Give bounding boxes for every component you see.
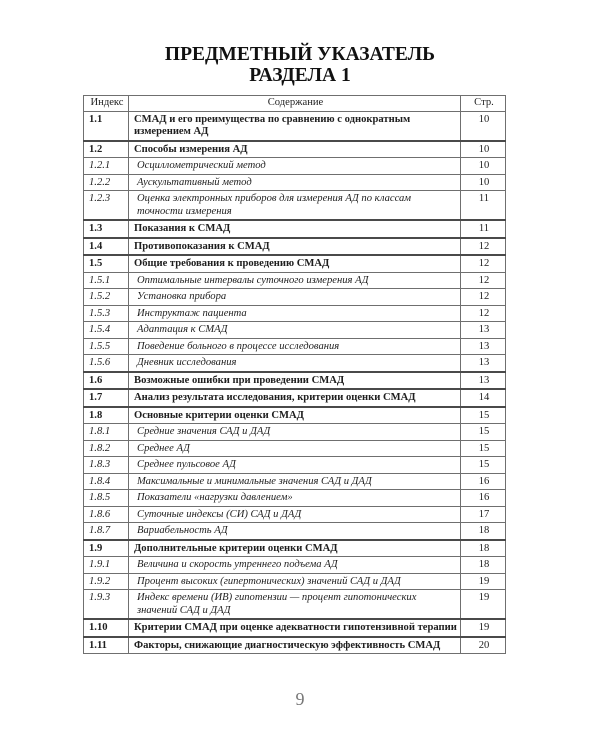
row-page: 15 [461, 407, 506, 424]
row-page: 15 [461, 457, 506, 474]
row-page: 12 [461, 289, 506, 306]
table-row [84, 457, 506, 474]
row-page: 13 [461, 322, 506, 339]
row-page: 10 [461, 158, 506, 175]
row-index: 1.5.3 [84, 305, 129, 322]
table-row [84, 506, 506, 523]
row-index: 1.2 [84, 141, 129, 158]
table-row [84, 289, 506, 306]
row-index: 1.10 [84, 619, 129, 637]
table-row [84, 573, 506, 590]
row-content: Аускультативный метод [129, 174, 461, 191]
row-page: 17 [461, 506, 506, 523]
row-index: 1.3 [84, 220, 129, 238]
row-index: 1.5.1 [84, 272, 129, 289]
table-row [84, 372, 506, 390]
row-page: 13 [461, 355, 506, 372]
row-content: Возможные ошибки при проведении СМАД [129, 372, 461, 390]
row-page: 10 [461, 141, 506, 158]
row-content: Основные критерии оценки СМАД [129, 407, 461, 424]
row-page: 16 [461, 473, 506, 490]
row-content: Величина и скорость утреннего подъема АД [129, 557, 461, 574]
table-row [84, 389, 506, 407]
row-content: Факторы, снижающие диагностическую эффективность СМАД [129, 637, 461, 654]
table-row [84, 158, 506, 175]
row-page: 13 [461, 338, 506, 355]
row-index: 1.5.5 [84, 338, 129, 355]
row-content: Оптимальные интервалы суточного измерения АД [129, 272, 461, 289]
row-content: Инструктаж пациента [129, 305, 461, 322]
subject-index-table [83, 95, 506, 654]
table-row [84, 619, 506, 637]
row-index: 1.8.3 [84, 457, 129, 474]
row-content: Вариабельность АД [129, 523, 461, 540]
table-row [84, 424, 506, 441]
row-page: 12 [461, 255, 506, 272]
row-page: 14 [461, 389, 506, 407]
row-index: 1.7 [84, 389, 129, 407]
table-row [84, 355, 506, 372]
row-index: 1.1 [84, 111, 129, 141]
row-index: 1.8.5 [84, 490, 129, 507]
page-title [0, 44, 600, 86]
row-index: 1.9.1 [84, 557, 129, 574]
row-content: Суточные индексы (СИ) САД и ДАД [129, 506, 461, 523]
row-page: 18 [461, 540, 506, 557]
page-number: 9 [295, 689, 305, 709]
row-index: 1.11 [84, 637, 129, 654]
row-page: 15 [461, 424, 506, 441]
table-row [84, 238, 506, 256]
table-row [84, 440, 506, 457]
row-page: 20 [461, 637, 506, 654]
table-row [84, 305, 506, 322]
table-row [84, 255, 506, 272]
row-content: Анализ результата исследования, критерии оценки СМАД [129, 389, 461, 407]
table-row [84, 141, 506, 158]
row-page: 19 [461, 590, 506, 620]
row-page: 18 [461, 557, 506, 574]
row-content: Оценка электронных приборов для измерения АД по классам точности измерения [129, 191, 461, 221]
row-content: Дневник исследования [129, 355, 461, 372]
table-row [84, 523, 506, 540]
row-content: Осциллометрический метод [129, 158, 461, 175]
table-row [84, 557, 506, 574]
row-content: Критерии СМАД при оценке адекватности гипотензивной терапии [129, 619, 461, 637]
table-row [84, 174, 506, 191]
row-index: 1.8.7 [84, 523, 129, 540]
table-row [84, 590, 506, 620]
header-page: Стр. [461, 96, 506, 112]
row-content: Способы измерения АД [129, 141, 461, 158]
row-page: 13 [461, 372, 506, 390]
page-title-line-1: ПРЕДМЕТНЫЙ УКАЗАТЕЛЬ [164, 44, 436, 65]
row-page: 11 [461, 191, 506, 221]
table-row [84, 407, 506, 424]
row-index: 1.5.6 [84, 355, 129, 372]
row-index: 1.8.4 [84, 473, 129, 490]
table-row [84, 637, 506, 654]
table-header-row [84, 96, 506, 112]
row-index: 1.2.2 [84, 174, 129, 191]
row-index: 1.8.2 [84, 440, 129, 457]
row-index: 1.6 [84, 372, 129, 390]
table-row [84, 540, 506, 557]
table-row [84, 191, 506, 221]
header-content: Содержание [129, 96, 461, 112]
row-page: 15 [461, 440, 506, 457]
row-content: Дополнительные критерии оценки СМАД [129, 540, 461, 557]
row-index: 1.9.3 [84, 590, 129, 620]
row-index: 1.2.1 [84, 158, 129, 175]
row-page: 18 [461, 523, 506, 540]
row-content: Поведение больного в процессе исследования [129, 338, 461, 355]
row-page: 19 [461, 573, 506, 590]
row-index: 1.8.1 [84, 424, 129, 441]
row-index: 1.5.4 [84, 322, 129, 339]
header-index: Индекс [84, 96, 129, 112]
row-content: Противопоказания к СМАД [129, 238, 461, 256]
table-row [84, 473, 506, 490]
row-content: Общие требования к проведению СМАД [129, 255, 461, 272]
row-content: СМАД и его преимущества по сравнению с однократным измерением АД [129, 111, 461, 141]
row-index: 1.9 [84, 540, 129, 557]
row-content: Процент высоких (гипертонических) значений САД и ДАД [129, 573, 461, 590]
table-row [84, 111, 506, 141]
row-page: 12 [461, 238, 506, 256]
row-content: Индекс времени (ИВ) гипотензии — процент гипотонических значений САД и ДАД [129, 590, 461, 620]
row-content: Установка прибора [129, 289, 461, 306]
row-index: 1.5 [84, 255, 129, 272]
row-content: Максимальные и минимальные значения САД и ДАД [129, 473, 461, 490]
row-content: Среднее АД [129, 440, 461, 457]
row-page: 11 [461, 220, 506, 238]
row-index: 1.2.3 [84, 191, 129, 221]
row-index: 1.4 [84, 238, 129, 256]
table-row [84, 272, 506, 289]
table-row [84, 322, 506, 339]
table-body [84, 111, 506, 654]
row-page: 16 [461, 490, 506, 507]
row-index: 1.8 [84, 407, 129, 424]
row-page: 10 [461, 111, 506, 141]
table-row [84, 338, 506, 355]
row-page: 19 [461, 619, 506, 637]
row-index: 1.5.2 [84, 289, 129, 306]
row-content: Средние значения САД и ДАД [129, 424, 461, 441]
row-content: Адаптация к СМАД [129, 322, 461, 339]
row-page: 12 [461, 305, 506, 322]
row-content: Среднее пульсовое АД [129, 457, 461, 474]
row-page: 10 [461, 174, 506, 191]
row-index: 1.8.6 [84, 506, 129, 523]
row-content: Показания к СМАД [129, 220, 461, 238]
row-index: 1.9.2 [84, 573, 129, 590]
page-title-line-2: РАЗДЕЛА 1 [249, 65, 351, 86]
row-content: Показатели «нагрузки давлением» [129, 490, 461, 507]
table-row [84, 220, 506, 238]
row-page: 12 [461, 272, 506, 289]
table-row [84, 490, 506, 507]
